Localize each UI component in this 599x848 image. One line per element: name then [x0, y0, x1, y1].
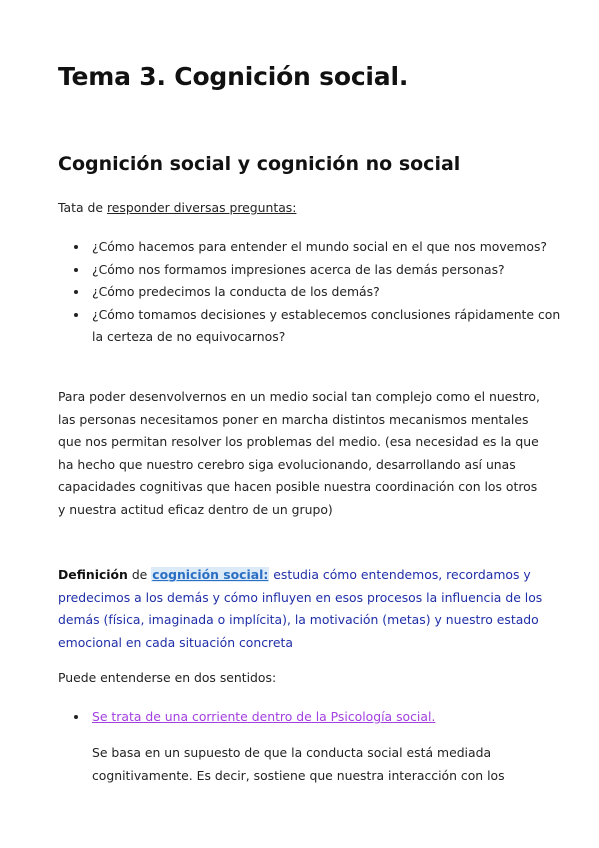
intro-prefix: Tata de	[58, 200, 107, 215]
sense-detail: Se basa en un supuesto de que la conducta social está mediada cognitivamente. Es decir, sostiene que nuestra interacción con los	[92, 745, 505, 783]
questions-list	[58, 236, 562, 349]
body-paragraph: Para poder desenvolvernos en un medio social tan complejo como el nuestro, las personas necesitamos poner en marcha distintos mecanismos mentales que nos permitan resolver los problemas del medio. (esa necesidad es la que ha hecho que nuestro cerebro siga evolucionando, desarrollando así unas capacidades cognitivas que hacen posible nuestra coordinación con los otros y nuestra actitud eficaz dentro de un grupo)	[58, 389, 540, 517]
senses-list	[58, 706, 562, 729]
page-title: Tema 3. Cognición social.	[58, 62, 409, 91]
sense-link[interactable]: Se trata de una corriente dentro de la Psicología social.	[92, 706, 562, 729]
intro-underlined: responder diversas preguntas:	[106, 200, 297, 215]
definition-label: Definición	[58, 567, 128, 582]
intro-line	[58, 200, 296, 215]
list-item: ¿Cómo hacemos para entender el mundo social en el que nos movemos?	[92, 236, 562, 259]
senses-intro: Puede entenderse en dos sentidos:	[58, 670, 277, 685]
list-item: ¿Cómo nos formamos impresiones acerca de las demás personas?	[92, 259, 562, 282]
section-heading: Cognición social y cognición no social	[58, 153, 461, 175]
list-item: ¿Cómo predecimos la conducta de los demás?	[92, 281, 562, 304]
list-item: ¿Cómo tomamos decisiones y establecemos conclusiones rápidamente con la certeza de no equivocarnos?	[92, 304, 562, 349]
definition-text: estudia cómo entendemos, recordamos y predecimos a los demás y cómo influyen en esos procesos la influencia de los demás (física, imaginada o implícita), la motivación (metas) y nuestro estado emocional en cada situación concreta	[58, 567, 543, 650]
definition-term-link[interactable]: cognición social:	[152, 567, 269, 582]
definition-paragraph	[58, 564, 548, 654]
definition-connector: de	[127, 567, 152, 582]
